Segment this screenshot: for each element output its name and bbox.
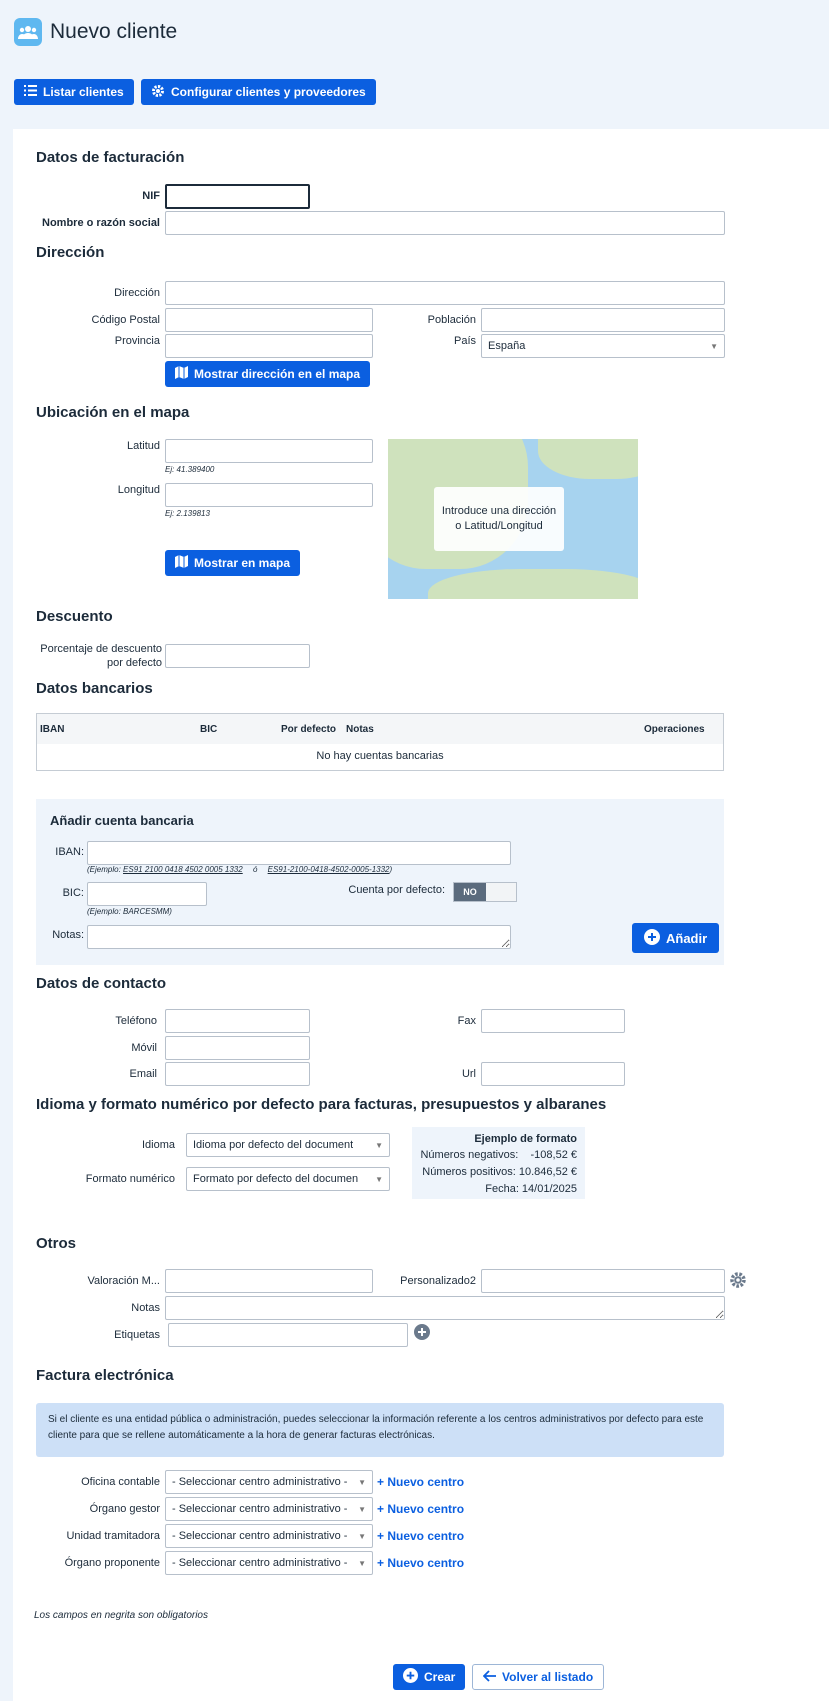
number-format-value: Formato por defecto del documen (193, 1173, 359, 1185)
province-label: Provincia (114, 335, 160, 347)
new-center-link[interactable]: + Nuevo centro (377, 1475, 465, 1489)
chevron-down-icon: ▼ (358, 1504, 366, 1514)
province-input[interactable] (165, 334, 373, 358)
tags-label: Etiquetas (114, 1329, 160, 1341)
map-land (538, 439, 638, 479)
accounting-office-select[interactable] (165, 1470, 373, 1494)
mobile-label: Móvil (131, 1042, 157, 1054)
custom2-input[interactable] (481, 1269, 725, 1293)
column-bic: BIC (200, 724, 218, 735)
einvoice-section-title: Factura electrónica (36, 1367, 174, 1384)
toggle-no: NO (454, 883, 486, 901)
column-notes: Notas (346, 724, 374, 735)
map-land (428, 569, 638, 599)
add-bank-label: Añadir (666, 930, 708, 946)
nif-input[interactable] (165, 184, 310, 209)
bank-notes-label: Notas: (52, 929, 84, 941)
name-input[interactable] (165, 211, 725, 235)
gear-icon[interactable] (729, 1271, 747, 1294)
plus-circle-icon (644, 929, 660, 948)
url-label: Url (461, 1068, 476, 1080)
show-on-map-button[interactable] (165, 550, 300, 576)
phone-input[interactable] (165, 1009, 310, 1033)
list-clients-button[interactable] (14, 79, 134, 105)
name-label: Nombre o razón social (42, 217, 160, 229)
chevron-down-icon: ▼ (375, 1174, 383, 1184)
country-value: España (488, 340, 526, 352)
format-negative: Números negativos: -108,52 € (420, 1149, 577, 1161)
bic-label: BIC: (62, 887, 84, 899)
notes-input[interactable] (165, 1296, 725, 1320)
bic-hint: (Ejemplo: BARCESMM) (87, 907, 172, 916)
longitude-label: Longitud (117, 484, 160, 496)
einvoice-select-value: - Seleccionar centro administrativo - (172, 1530, 348, 1542)
iban-hint (87, 865, 392, 874)
language-section-title: Idioma y formato numérico por defecto para facturas, presupuestos y albaranes (36, 1096, 607, 1113)
bank-accounts-table (36, 713, 724, 771)
add-bank-button[interactable] (632, 923, 719, 953)
map-overlay-text: Introduce una dirección o Latitud/Longitud (434, 487, 564, 551)
longitude-input[interactable] (165, 483, 373, 507)
default-account-label: Cuenta por defecto: (348, 884, 445, 896)
clients-icon (14, 18, 42, 46)
address-label: Dirección (114, 287, 160, 299)
rating-input[interactable] (165, 1269, 373, 1293)
city-input[interactable] (481, 308, 725, 332)
create-button[interactable] (393, 1664, 465, 1690)
email-input[interactable] (165, 1062, 310, 1086)
discount-section-title: Descuento (36, 608, 113, 625)
iban-hint-prefix: (Ejemplo: (87, 865, 121, 874)
page-title: Nuevo cliente (50, 20, 178, 43)
create-label: Crear (424, 1670, 456, 1684)
bank-section-title: Datos bancarios (36, 680, 153, 697)
format-date: Fecha: 14/01/2025 (485, 1183, 577, 1195)
einvoice-select-value: - Seleccionar centro administrativo - (172, 1476, 348, 1488)
map-icon (175, 366, 188, 382)
latitude-input[interactable] (165, 439, 373, 463)
column-iban: IBAN (40, 724, 65, 735)
einvoice-row-label: Órgano proponente (64, 1557, 160, 1569)
email-label: Email (129, 1068, 157, 1080)
einvoice-info: Si el cliente es una entidad pública o administración, puedes seleccionar la información referente a los centros administrativos por defecto para este cliente para que se rellene automáticamente a la hora de generar facturas electrónicas. (36, 1403, 724, 1457)
latitude-label: Latitud (126, 440, 160, 452)
chevron-down-icon: ▼ (375, 1140, 383, 1150)
city-label: Población (427, 314, 476, 326)
list-icon (24, 85, 37, 99)
back-to-list-button[interactable] (472, 1664, 604, 1690)
country-select[interactable] (481, 334, 725, 358)
table-header (37, 714, 723, 744)
einvoice-select-value: - Seleccionar centro administrativo - (172, 1503, 348, 1515)
configure-button[interactable] (141, 79, 376, 105)
gear-icon (151, 84, 165, 101)
list-clients-label: Listar clientes (43, 85, 124, 99)
einvoice-row-label: Oficina contable (81, 1476, 160, 1488)
url-input[interactable] (481, 1062, 625, 1086)
map-icon (175, 555, 188, 571)
arrow-left-icon (483, 1670, 496, 1685)
rating-label: Valoración M... (87, 1275, 160, 1287)
latitude-hint: Ej: 41.389400 (165, 465, 215, 474)
phone-label: Teléfono (115, 1015, 157, 1027)
language-value: Idioma por defecto del document (193, 1139, 354, 1151)
language-select[interactable] (186, 1133, 390, 1157)
discount-label-line1: Porcentaje de descuento (40, 643, 162, 655)
show-address-map-label: Mostrar dirección en el mapa (194, 367, 361, 381)
required-fields-note: Los campos en negrita son obligatorios (34, 1610, 208, 1621)
format-example-box (412, 1127, 585, 1199)
location-section-title: Ubicación en el mapa (36, 404, 190, 421)
processing-unit-select[interactable] (165, 1524, 373, 1548)
mobile-input[interactable] (165, 1036, 310, 1060)
managing-body-select[interactable] (165, 1497, 373, 1521)
einvoice-select-value: - Seleccionar centro administrativo - (172, 1557, 348, 1569)
others-section-title: Otros (36, 1235, 77, 1252)
iban-input[interactable] (87, 841, 511, 865)
new-center-link[interactable]: + Nuevo centro (377, 1556, 465, 1570)
billing-section-title: Datos de facturación (36, 149, 185, 166)
custom2-label: Personalizado2 (400, 1275, 476, 1287)
chevron-down-icon: ▼ (358, 1558, 366, 1568)
nif-label: NIF (142, 190, 160, 202)
bank-notes-input[interactable] (87, 925, 511, 949)
iban-example-1: ES91 2100 0418 4502 0005 1332 (123, 865, 243, 874)
add-bank-title: Añadir cuenta bancaria (50, 813, 194, 828)
einvoice-row-label: Órgano gestor (89, 1503, 160, 1515)
number-format-label: Formato numérico (85, 1173, 175, 1185)
format-example-title: Ejemplo de formato (474, 1133, 577, 1145)
format-positive: Números positivos: 10.846,52 € (422, 1166, 577, 1178)
back-to-list-label: Volver al listado (502, 1670, 594, 1684)
fax-input[interactable] (481, 1009, 625, 1033)
fax-label: Fax (457, 1015, 476, 1027)
column-operations: Operaciones (644, 724, 705, 735)
bic-input[interactable] (87, 882, 207, 906)
show-on-map-label: Mostrar en mapa (194, 556, 291, 570)
plus-circle-icon (403, 1668, 418, 1686)
iban-hint-suffix: ) (389, 865, 393, 874)
address-section-title: Dirección (36, 244, 105, 261)
einvoice-row-label: Unidad tramitadora (66, 1530, 160, 1542)
chevron-down-icon: ▼ (710, 341, 718, 351)
new-center-link[interactable]: + Nuevo centro (377, 1502, 465, 1516)
country-label: País (453, 335, 476, 347)
number-format-select[interactable] (186, 1167, 390, 1191)
location-map[interactable] (388, 439, 638, 599)
show-address-map-button[interactable] (165, 361, 370, 387)
notes-label: Notas (131, 1302, 160, 1314)
chevron-down-icon: ▼ (358, 1531, 366, 1541)
column-default: Por defecto (281, 724, 337, 735)
tags-input[interactable] (168, 1323, 408, 1347)
longitude-hint: Ej: 2.139813 (165, 509, 210, 518)
postal-code-input[interactable] (165, 308, 373, 332)
language-label: Idioma (141, 1139, 175, 1151)
postal-code-label: Código Postal (91, 314, 160, 326)
iban-example-2: ES91-2100-0418-4502-0005-1332 (267, 865, 390, 874)
default-account-toggle[interactable] (453, 882, 517, 902)
new-center-link[interactable]: + Nuevo centro (377, 1529, 465, 1543)
iban-or: ó (252, 865, 258, 874)
configure-label: Configurar clientes y proveedores (171, 85, 366, 99)
empty-message: No hay cuentas bancarias (316, 750, 444, 762)
proposing-body-select[interactable] (165, 1551, 373, 1575)
chevron-down-icon: ▼ (358, 1477, 366, 1487)
iban-label: IBAN: (55, 846, 84, 858)
discount-label-line2: por defecto (106, 657, 162, 669)
contact-section-title: Datos de contacto (36, 975, 167, 992)
add-tag-icon[interactable] (414, 1324, 430, 1345)
address-input[interactable] (165, 281, 725, 305)
discount-input[interactable] (165, 644, 310, 668)
